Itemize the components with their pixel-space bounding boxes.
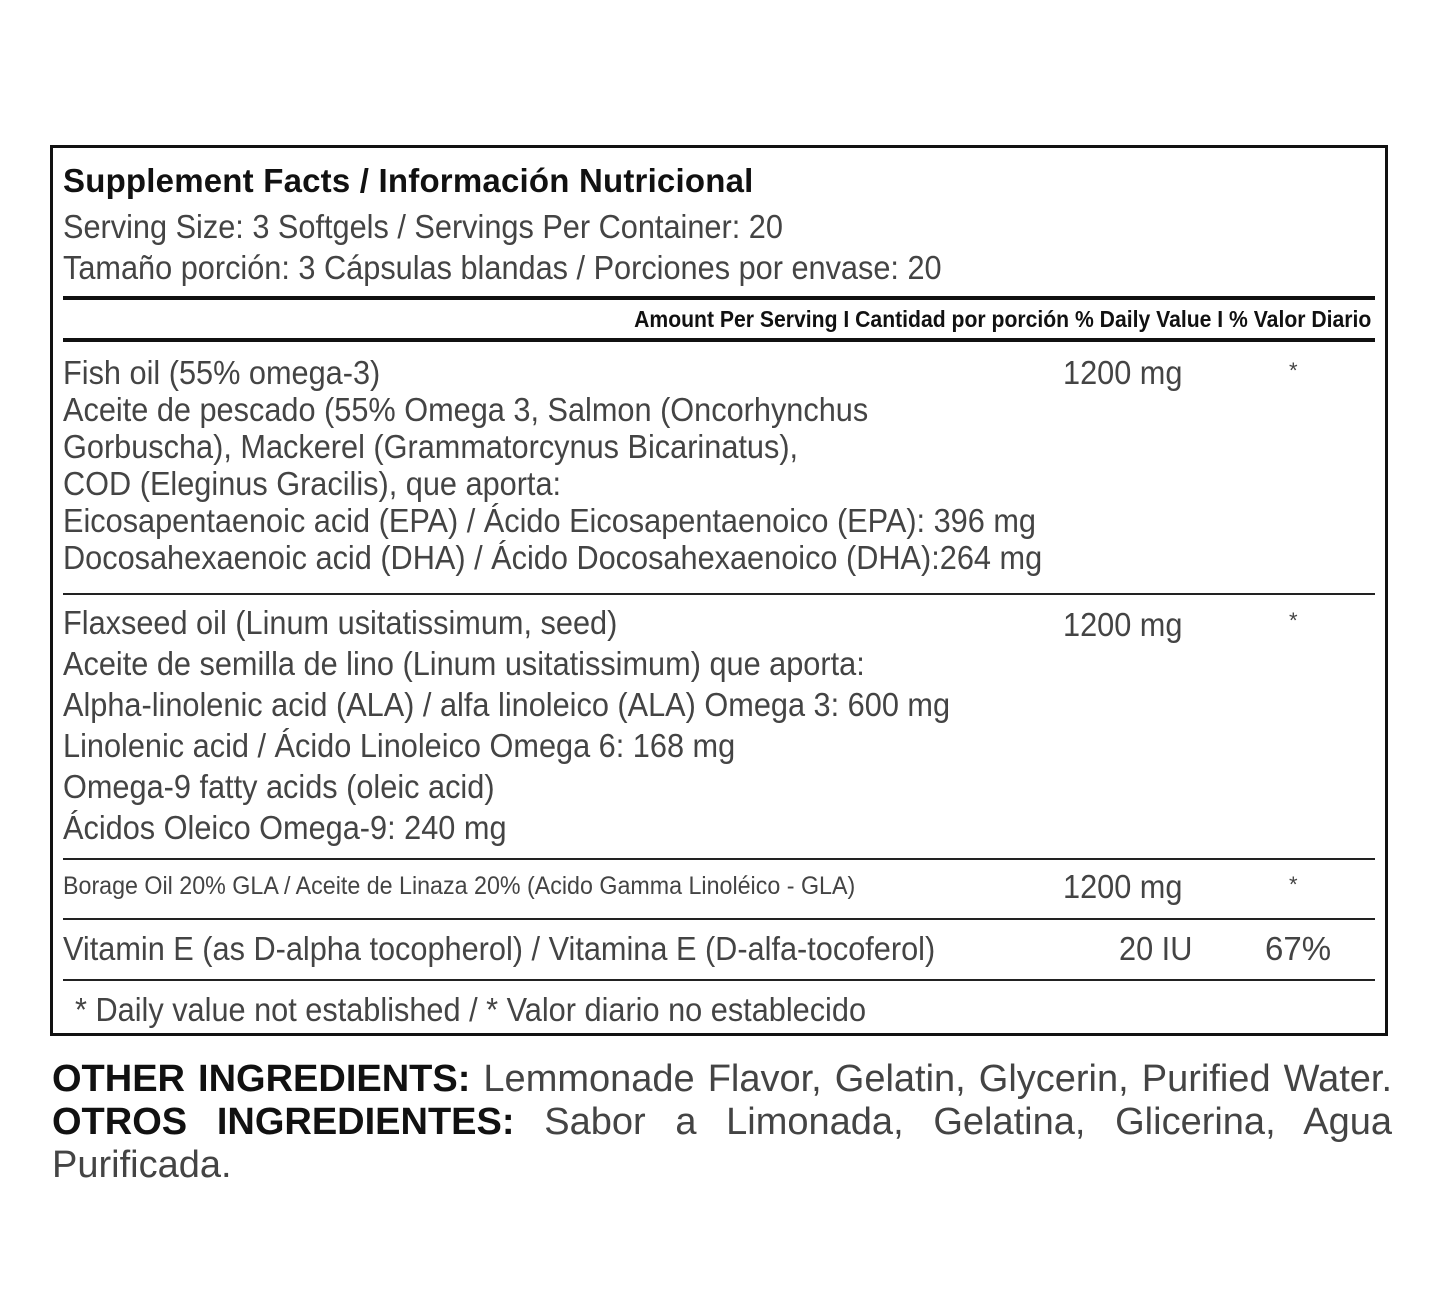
flaxseed-line-4: Linolenic acid / Ácido Linoleico Omega 6: 168 mg xyxy=(63,727,736,764)
serving-size-english: Serving Size: 3 Softgels / Servings Per Container: 20 xyxy=(63,208,783,245)
fish-oil-line-2: Aceite de pescado (55% Omega 3, Salmon (Oncorhynchus xyxy=(63,391,869,428)
vitamin-e-amount: 20 IU xyxy=(1119,930,1193,967)
fish-oil-line-6: Docosahexaenoic acid (DHA) / Ácido Docosahexaenoico (DHA):264 mg xyxy=(63,539,1043,576)
divider-vitamin-e xyxy=(63,979,1375,981)
vitamin-e-dv: 67% xyxy=(1265,930,1332,967)
flaxseed-line-1: Flaxseed oil (Linum usitatissimum, seed) xyxy=(63,604,618,641)
divider-borage xyxy=(63,918,1375,920)
flaxseed-amount: 1200 mg xyxy=(1063,606,1183,643)
fish-oil-line-3: Gorbuscha), Mackerel (Grammatorcynus Bicarinatus), xyxy=(63,428,799,465)
footnote: * Daily value not established / * Valor diario no establecido xyxy=(75,991,867,1028)
flaxseed-line-6: Ácidos Oleico Omega-9: 240 mg xyxy=(63,809,507,846)
borage-oil-amount: 1200 mg xyxy=(1063,868,1183,905)
borage-oil-label: Borage Oil 20% GLA / Aceite de Linaza 20% (Acido Gamma Linoléico - GLA) xyxy=(63,872,856,900)
fish-oil-amount: 1200 mg xyxy=(1063,354,1183,391)
divider-flaxseed xyxy=(63,858,1375,860)
column-header: Amount Per Serving I Cantidad por porción % Daily Value I % Valor Diario xyxy=(633,306,1371,332)
flaxseed-line-2: Aceite de semilla de lino (Linum usitatissimum) que aporta: xyxy=(63,645,865,682)
fish-oil-dv: * xyxy=(1289,358,1298,383)
other-ingredients-label-en: OTHER INGREDIENTS: xyxy=(52,1058,471,1100)
divider-fish-oil xyxy=(63,593,1375,595)
other-ingredients-text-en: Lemmonade Flavor, Gelatin, Glycerin, Purified Water. xyxy=(470,1058,1393,1100)
panel-title: Supplement Facts / Información Nutricional xyxy=(63,162,754,199)
flaxseed-line-5: Omega-9 fatty acids (oleic acid) xyxy=(63,768,495,805)
divider-top xyxy=(63,296,1375,300)
fish-oil-line-4: COD (Eleginus Gracilis), que aporta: xyxy=(63,465,562,502)
supplement-facts-panel xyxy=(50,145,1388,1036)
other-ingredients-text-es: Sabor a Limonada, Gelatina, Glicerina, Agua Purificada. xyxy=(52,1101,1392,1186)
borage-oil-dv: * xyxy=(1289,872,1298,897)
other-ingredients xyxy=(52,1058,1392,1187)
serving-size-spanish: Tamaño porción: 3 Cápsulas blandas / Porciones por envase: 20 xyxy=(63,249,942,286)
vitamin-e-label: Vitamin E (as D-alpha tocopherol) / Vitamina E (D-alfa-tocoferol) xyxy=(63,930,936,967)
fish-oil-line-1: Fish oil (55% omega-3) xyxy=(63,354,381,391)
divider-header xyxy=(63,338,1375,342)
flaxseed-line-3: Alpha-linolenic acid (ALA) / alfa linoleico (ALA) Omega 3: 600 mg xyxy=(63,686,951,723)
other-ingredients-label-es: OTROS INGREDIENTES: xyxy=(52,1101,515,1143)
fish-oil-line-5: Eicosapentaenoic acid (EPA) / Ácido Eicosapentaenoico (EPA): 396 mg xyxy=(63,502,1036,539)
flaxseed-dv: * xyxy=(1289,608,1298,633)
